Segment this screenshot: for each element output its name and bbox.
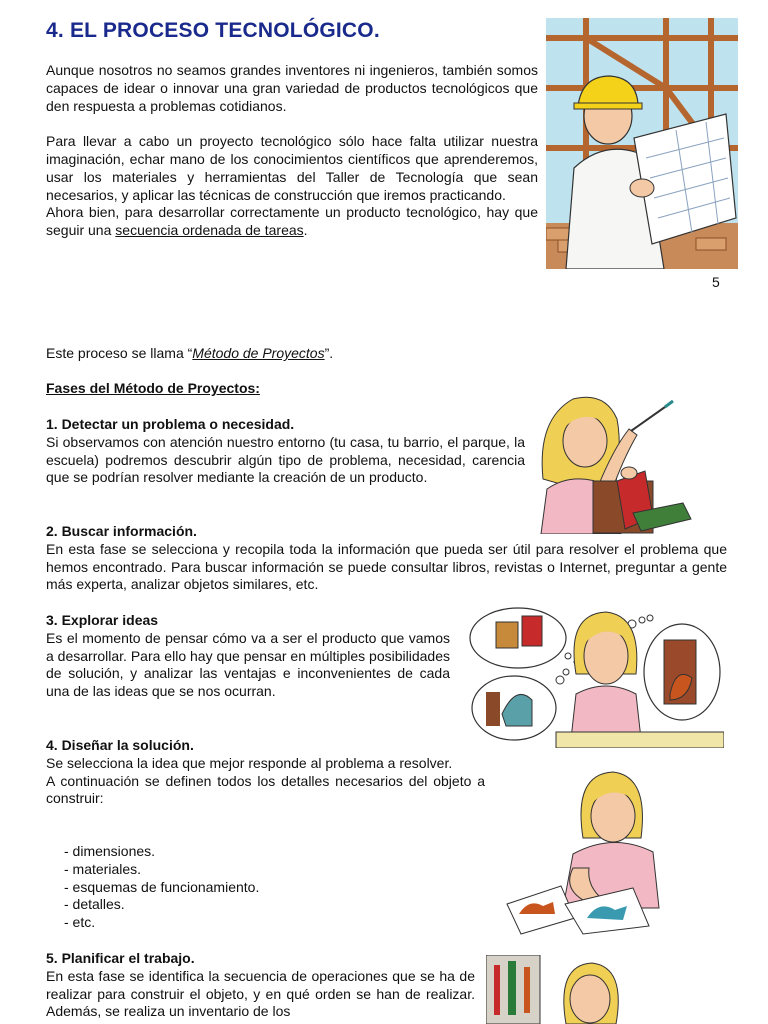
page-title: 4. EL PROCESO TECNOLÓGICO.: [46, 19, 380, 42]
phase-2-heading: 2. Buscar información.: [46, 523, 197, 539]
intro-paragraph-1: Aunque nosotros no seamos grandes inventores ni ingenieros, también somos capaces de idear o innovar una gran variedad de productos tecnológicos que den respuesta a problemas cotidianos.: [46, 62, 538, 114]
method-intro: [46, 345, 333, 361]
list-item: - detalles.: [64, 896, 125, 913]
phases-heading: Fases del Método de Proyectos:: [46, 380, 260, 396]
design-details-list: [46, 843, 259, 932]
girl-thinking-illustration: [466, 604, 724, 748]
list-item: - etc.: [64, 914, 96, 931]
method-intro-end: ”.: [324, 345, 334, 361]
phase-5-text: En esta fase se identifica la secuencia de operaciones que se ha de realizar para construir el objeto, y en qué orden se han de realizar. Además, se realiza un inventario de los: [46, 967, 475, 1020]
phase-3: [46, 612, 450, 701]
method-name: Método de Proyectos: [192, 345, 325, 361]
list-item: - dimensiones.: [64, 843, 156, 859]
method-intro-start: Este proceso se llama “: [46, 345, 193, 361]
intro-paragraph-2: Para llevar a cabo un proyecto tecnológico sólo hace falta utilizar nuestra imaginación, echar mano de los conocimientos científicos que aprenderemos, usar los materiales y herramientas del Taller de Tecnología que sean necesarios, y aplicar las técnicas de construcción que iremos practicando.: [46, 133, 538, 203]
phase-5: [46, 950, 475, 1021]
girl-drawing-illustration: [503, 768, 670, 936]
phase-2: [46, 523, 727, 594]
intro-paragraph-3: [46, 204, 538, 240]
phase-4-text-2: A continuación se definen todos los detalles necesarios del objeto a construir:: [46, 772, 485, 807]
girl-painting-illustration: [533, 389, 693, 534]
intro-paragraph-3-start: Ahora bien, para desarrollar correctamente un producto tecnológico, hay que seguir una: [46, 204, 538, 239]
phase-5-heading: 5. Planificar el trabajo.: [46, 950, 195, 966]
phase-4-text-1: Se selecciona la idea que mejor responde al problema a resolver.: [46, 754, 453, 771]
phase-1-heading: 1. Detectar un problema o necesidad.: [46, 416, 295, 432]
list-item: - esquemas de funcionamiento.: [64, 878, 260, 895]
phase-4-heading: 4. Diseñar la solución.: [46, 737, 194, 753]
phase-1-text: Si observamos con atención nuestro entorno (tu casa, tu barrio, el parque, la escuela) podremos descubrir algún tipo de problema, necesidad, carencia que se podrían resolver mediante la creación de un producto.: [46, 433, 525, 486]
phase-1: [46, 416, 525, 487]
phase-2-text: En esta fase se selecciona y recopila toda la información que pueda ser útil para resolver el problema que hemos encontrado. Para buscar información se puede consultar libros, revistas o Internet, preguntar a gente más experta, analizar objetos similares, etc.: [46, 540, 727, 593]
ordered-sequence-term: secuencia ordenada de tareas: [115, 222, 304, 239]
phase-4: [46, 737, 485, 808]
phase-3-heading: 3. Explorar ideas: [46, 612, 159, 628]
tools-illustration: [486, 955, 638, 1024]
list-item: - materiales.: [64, 860, 142, 877]
phase-3-text: Es el momento de pensar cómo va a ser el producto que vamos a desarrollar. Para ello hay que pensar en múltiples posibilidades de solución, y analizar las ventajas e inconvenientes de cada una de las ideas que se nos ocurran.: [46, 629, 450, 700]
page-number: 5: [712, 274, 720, 290]
engineer-illustration: [546, 18, 738, 269]
intro-section: [46, 62, 538, 240]
intro-paragraph-3-end: .: [303, 222, 308, 239]
